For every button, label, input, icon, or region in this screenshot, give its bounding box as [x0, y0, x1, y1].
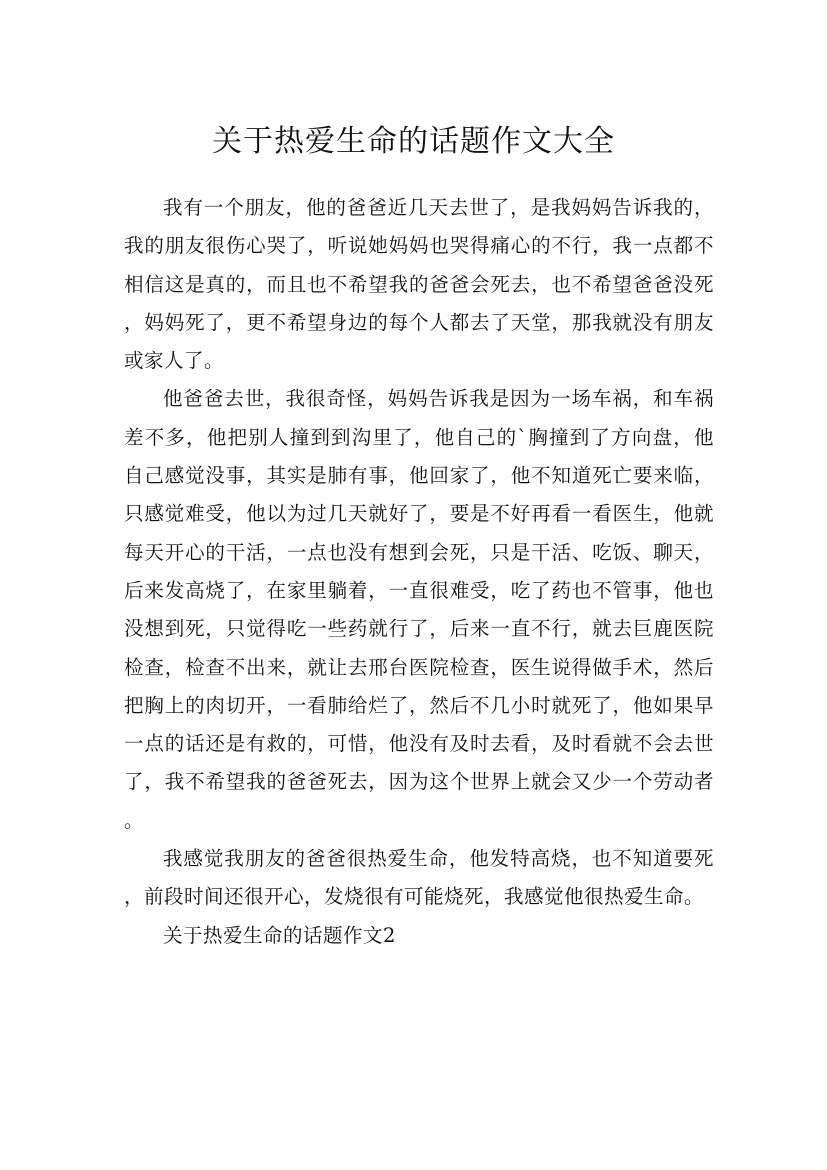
section-heading-2: 关于热爱生命的话题作文2 — [163, 923, 396, 947]
paragraph-1: 我有一个朋友，他的爸爸近几天去世了，是我妈妈告诉我的，我的朋友很伤心哭了，听说她妈妈也哭得痛心的不行，我一点都不相信这是真的，而且也不希望我的爸爸会死去，也不希望爸爸没死，妈妈死了，更不希望身边的每个人都去了天堂，那我就没有朋友或家人了。 — [124, 196, 714, 373]
paragraph-2: 他爸爸去世，我很奇怪，妈妈告诉我是因为一场车祸，和车祸差不多，他把别人撞到到沟里了，他自己的`胸撞到了方向盘，他自己感觉没事，其实是肺有事，他回家了，他不知道死亡要来临，只感觉难受，他以为过几天就好了，要是不好再看一看医生，他就每天开心的干活，一点也没有想到会死，只是干活、吃饭、聊天，后来发高烧了，在家里躺着，一直很难受，吃了药也不管事，他也没想到死，只觉得吃一些药就行了，后来一直不行，就去巨鹿医院检查，检查不出来，就让去邢台医院检查，医生说得做手术，然后把胸上的肉切开，一看肺给烂了，然后不几小时就死了，他如果早一点的话还是有救的，可惜，他没有及时去看，及时看就不会去世了，我不希望我的爸爸死去，因为这个世界上就会又少一个劳动者。 — [124, 387, 714, 832]
document-title: 关于热爱生命的话题作文大全 — [212, 124, 615, 160]
paragraph-3: 我感觉我朋友的爸爸很热爱生命，他发特高烧，也不知道要死，前段时间还很开心，发烧很有可能烧死，我感觉他很热爱生命。 — [124, 847, 714, 909]
document-body — [124, 189, 714, 955]
